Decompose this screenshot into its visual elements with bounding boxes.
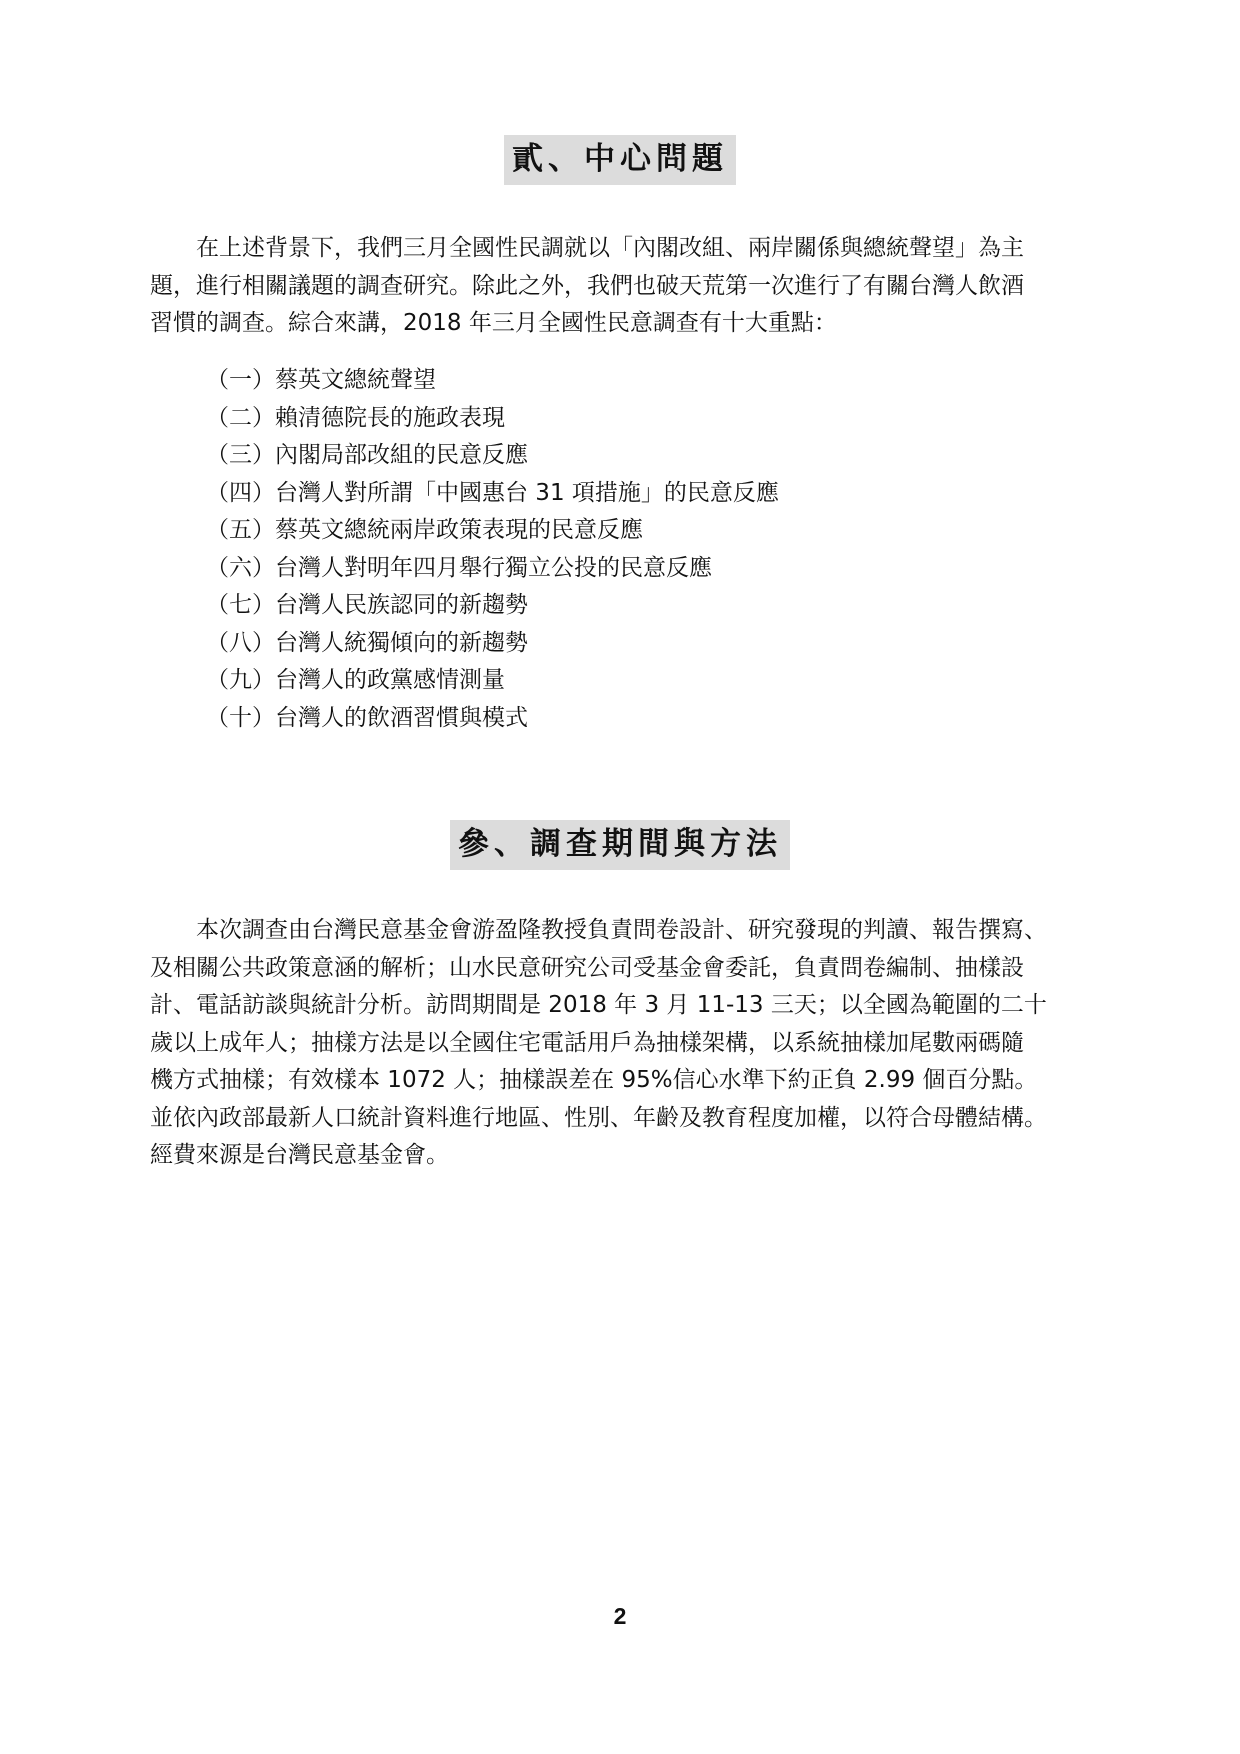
paragraph-line: 在上述背景下，我們三月全國性民調就以「內閣改組、兩岸關係與總統聲望」為主 — [150, 235, 1024, 261]
page-number: 2 — [613, 1603, 627, 1629]
paragraph-line: 習慣的調查。綜合來講，2018 年三月全國性民意調查有十大重點： — [150, 310, 837, 336]
paragraph-line: 及相關公共政策意涵的解析；山水民意研究公司受基金會委託，負責問卷編制、抽樣設 — [150, 954, 1024, 981]
paragraph-line: 機方式抽樣；有效樣本 1072 人；抽樣誤差在 95%信心水準下約正負 2.99 個百分點。 — [150, 1067, 1038, 1093]
list-item: （三）內閣局部改組的民意反應 — [206, 442, 528, 468]
paragraph-line: 並依內政部最新人口統計資料進行地區、性別、年齡及教育程度加權，以符合母體結構。 — [150, 1104, 1047, 1131]
list-item: （十）台灣人的飲酒習慣與模式 — [206, 704, 528, 731]
list-item: （一）蔡英文總統聲望 — [206, 367, 436, 393]
list-item: （二）賴清德院長的施政表現 — [206, 404, 505, 431]
list-item: （五）蔡英文總統兩岸政策表現的民意反應 — [206, 517, 643, 543]
paragraph-line: 歲以上成年人；抽樣方法是以全國住宅電話用戶為抽樣架構，以系統抽樣加尾數兩碼隨 — [150, 1029, 1024, 1056]
paragraph-line: 題，進行相關議題的調查研究。除此之外，我們也破天荒第一次進行了有關台灣人飲酒 — [150, 272, 1024, 299]
list-item: （八）台灣人統獨傾向的新趨勢 — [206, 629, 528, 656]
section-heading-survey-method — [0, 820, 1240, 870]
list-item: （七）台灣人民族認同的新趨勢 — [206, 592, 528, 618]
list-item: （六）台灣人對明年四月舉行獨立公投的民意反應 — [206, 554, 712, 581]
section-heading-survey-method-text: 參、調查期間與方法 — [450, 820, 790, 870]
list-item: （九）台灣人的政黨感情測量 — [206, 667, 505, 693]
paragraph-line: 本次調查由台灣民意基金會游盈隆教授負責問卷設計、研究發現的判讀、報告撰寫、 — [150, 917, 1047, 943]
paragraph-line: 經費來源是台灣民意基金會。 — [150, 1142, 449, 1168]
paragraph-line: 計、電話訪談與統計分析。訪問期間是 2018 年 3 月 11-13 三天；以全國為範圍的二十 — [150, 992, 1047, 1018]
list-item: （四）台灣人對所謂「中國惠台 31 項措施」的民意反應 — [206, 479, 779, 506]
key-topics-list — [206, 362, 779, 737]
intro-paragraph — [150, 230, 1100, 343]
method-paragraph — [150, 912, 1100, 1175]
section-heading-central-issues — [0, 135, 1240, 185]
section-heading-central-issues-text: 貳、中心問題 — [504, 135, 736, 185]
